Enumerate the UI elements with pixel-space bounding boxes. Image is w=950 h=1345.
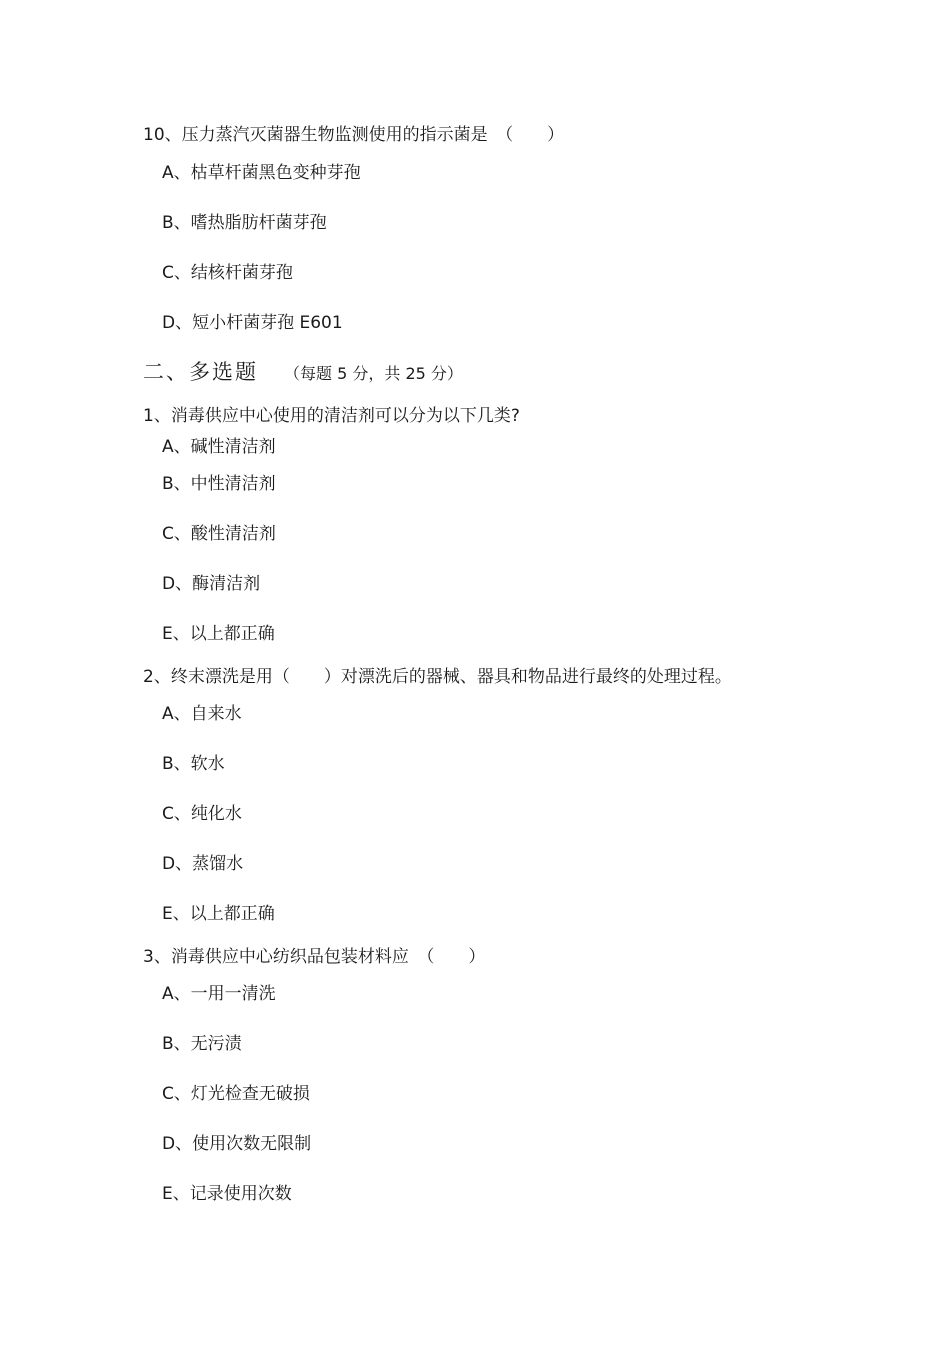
multi-question-2-option-e: E、以上都正确 (162, 904, 275, 924)
question-10-option-a: A、枯草杆菌黑色变种芽孢 (162, 163, 361, 183)
multi-question-3-option-d: D、使用次数无限制 (162, 1134, 312, 1154)
multi-question-2-option-c: C、纯化水 (162, 804, 242, 824)
multi-question-2-text: 2、终末漂洗是用（ ）对漂洗后的器械、器具和物品进行最终的处理过程。 (143, 667, 732, 687)
question-10-option-c: C、结核杆菌芽孢 (162, 263, 293, 283)
question-10-text: 10、压力蒸汽灭菌器生物监测使用的指示菌是 （ ） (143, 125, 565, 145)
section-score-note: （每题 5 分，共 25 分） (284, 364, 463, 383)
multi-question-3-option-b: B、无污渍 (162, 1034, 242, 1054)
multi-question-1-option-a: A、碱性清洁剂 (162, 437, 276, 457)
multi-question-1-option-c: C、酸性清洁剂 (162, 524, 276, 544)
question-10-option-b: B、嗜热脂肪杆菌芽孢 (162, 213, 327, 233)
multi-question-1-option-b: B、中性清洁剂 (162, 474, 276, 494)
multi-question-1-text: 1、消毒供应中心使用的清洁剂可以分为以下几类? (143, 406, 520, 426)
question-10-option-d: D、短小杆菌芽孢 E601 (162, 313, 343, 333)
section-heading (143, 358, 463, 388)
multi-question-2-option-a: A、自来水 (162, 704, 242, 724)
multi-question-3-text: 3、消毒供应中心纺织品包装材料应 （ ） (143, 947, 486, 967)
multi-question-1-option-e: E、以上都正确 (162, 624, 275, 644)
multi-question-2-option-d: D、蒸馏水 (162, 854, 244, 874)
multi-question-3-option-a: A、一用一清洗 (162, 984, 276, 1004)
multi-question-1-option-d: D、酶清洁剂 (162, 574, 261, 594)
multi-question-3-option-c: C、灯光检查无破损 (162, 1084, 310, 1104)
multi-question-2-option-b: B、软水 (162, 754, 225, 774)
section-title: 二、多选题 (143, 360, 258, 384)
multi-question-3-option-e: E、记录使用次数 (162, 1184, 292, 1204)
